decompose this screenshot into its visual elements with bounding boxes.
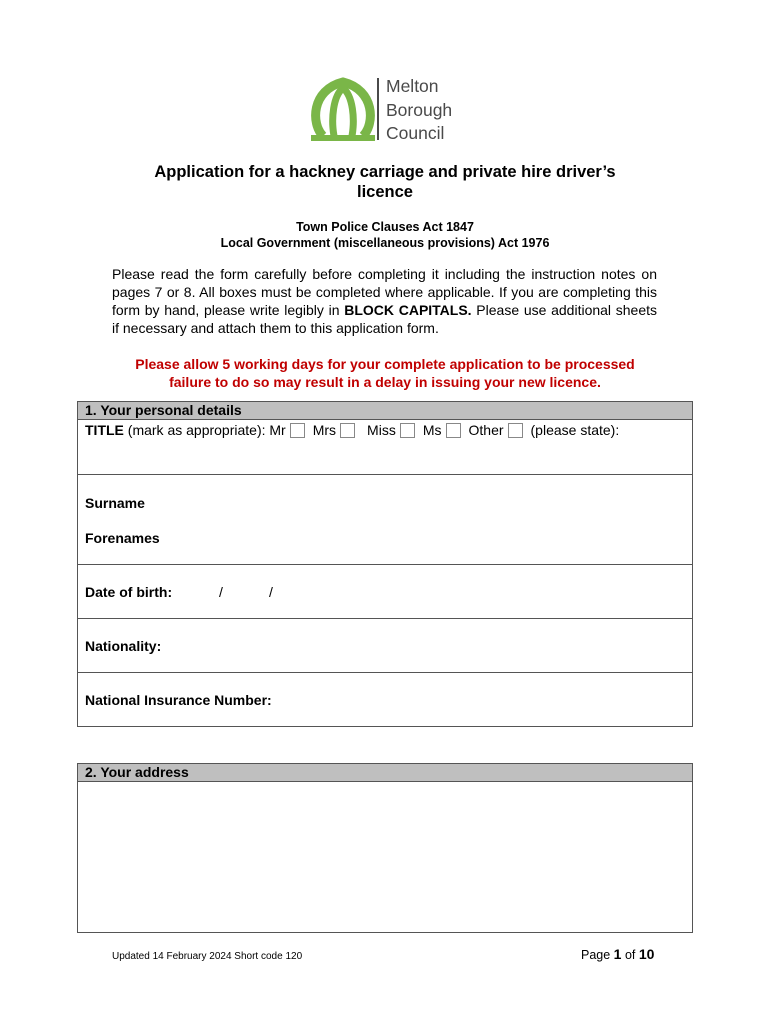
- title-option-mr[interactable]: Mr: [269, 422, 306, 438]
- nationality-row[interactable]: [78, 619, 692, 673]
- address-section: [77, 763, 693, 933]
- ni-number-label: National Insurance Number:: [85, 692, 272, 708]
- title-row: [78, 420, 692, 475]
- dob-row[interactable]: [78, 565, 692, 619]
- checkbox-miss[interactable]: [400, 423, 415, 438]
- dob-label: Date of birth:: [85, 584, 173, 600]
- surname-label: Surname: [85, 495, 145, 511]
- forenames-label: Forenames: [85, 530, 160, 546]
- instructions-paragraph: Please read the form carefully before completing it including the instruction notes on pages 7 or 8. All boxes must be completed where applicable. If you are completing this form by hand, please write legibly in BLOCK CAPITALS. Please use additional sheets if necessary and attach them to this application form.: [112, 266, 658, 336]
- nationality-label: Nationality:: [85, 638, 162, 654]
- logo-divider: [377, 78, 379, 140]
- address-field[interactable]: [78, 782, 692, 933]
- section-heading: 1. Your personal details: [78, 402, 692, 420]
- dob-separator: /: [219, 584, 223, 600]
- logo-text: Melton Borough Council: [386, 76, 453, 143]
- checkbox-mr[interactable]: [290, 423, 305, 438]
- dob-separator: /: [269, 584, 273, 600]
- title-option-ms[interactable]: Ms: [423, 422, 463, 438]
- checkbox-other[interactable]: [508, 423, 523, 438]
- legislation-references: Town Police Clauses Act 1847 Local Government (miscellaneous provisions) Act 1976: [220, 220, 550, 250]
- ni-number-row[interactable]: [78, 673, 692, 726]
- title-other-hint: (please state):: [530, 422, 620, 438]
- title-options: TITLE (mark as appropriate): Mr Mrs Miss Ms Other (please state):: [85, 422, 620, 438]
- page-number: Page 1 of 10: [581, 946, 655, 962]
- footer-updated-note: Updated 14 February 2024 Short code 120: [112, 951, 303, 962]
- checkbox-mrs[interactable]: [340, 423, 355, 438]
- document-title: Application for a hackney carriage and private hire driver’s licence: [154, 163, 616, 201]
- name-row[interactable]: [78, 475, 692, 565]
- processing-notice: Please allow 5 working days for your complete application to be processed failure to do so may result in a delay in issuing your new licence.: [135, 356, 635, 390]
- checkbox-ms[interactable]: [446, 423, 461, 438]
- personal-details-section: [77, 401, 693, 727]
- title-option-other[interactable]: Other: [469, 422, 525, 438]
- title-option-mrs[interactable]: Mrs: [313, 422, 357, 438]
- title-option-miss[interactable]: Miss: [367, 422, 417, 438]
- section-heading: 2. Your address: [78, 764, 692, 782]
